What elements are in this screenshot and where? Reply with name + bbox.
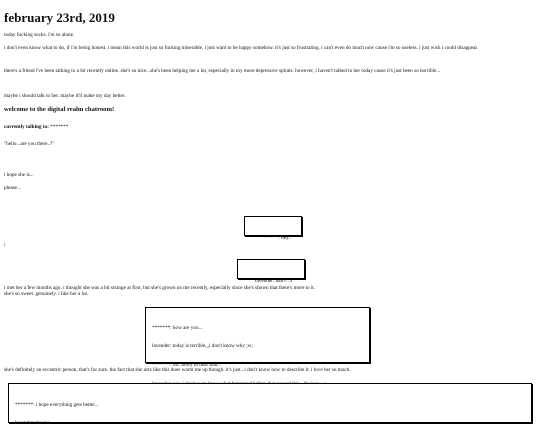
paragraph: "hello...are you there..?" — [4, 141, 55, 147]
chat-message: *******: hey.. — [260, 235, 291, 241]
chat-log-box — [145, 307, 370, 369]
talking-label: currently talking to: — [4, 124, 49, 130]
talking-name: ******* — [50, 124, 69, 130]
paragraph: she's so sweet. genuinely. i like her a lot. — [4, 291, 89, 297]
paragraph: maybe i should talk to her. maybe it'll make my day better. — [4, 93, 126, 99]
chat-message-box — [237, 259, 305, 284]
chat-heading: welcome to the digital realm chatroom! — [4, 106, 115, 113]
paragraph: i hope she is... — [4, 172, 34, 178]
chat-line: *******: i hope everything gets better... — [15, 401, 99, 408]
chat-line: lavender: today is terrible,,,i don't know why ;w; — [152, 343, 253, 350]
paragraph: she's definitely an eccentric person, that's for sure. the fact that she acts like this does warm me up though. it's just...i don't know how to describe it. i love her so much. — [4, 367, 351, 373]
chat-message: lavender: haii!! :3 — [255, 278, 293, 284]
paragraph: i don't even know what to do, if i'm being honest. i mean this world is just so fucking miserable. i just want to be happy somehow. it's just so frustrating. i can't even do much now cause i'm so useless. i just wish i could disappear. — [4, 45, 479, 51]
paragraph: ! — [4, 243, 6, 249]
paragraph: i met her a few months ago. i thought she was a bit strange at first, but she's grown on me recently, especially since she's shown that there's more to it. — [4, 285, 316, 291]
chat-line: *******: how are you... — [152, 324, 203, 331]
chat-line: lavender: me too.. — [15, 420, 53, 427]
currently-talking-line — [4, 124, 532, 130]
chat-message-box — [244, 216, 302, 241]
chat-line: *******: oh...sorry to hear that... — [152, 362, 222, 369]
paragraph: please... — [4, 185, 21, 191]
entry-title: february 23rd, 2019 — [4, 10, 115, 25]
paragraph: today fucking sucks. i'm so alone. — [4, 32, 75, 38]
paragraph: there's a friend i've been talking to a lot recently online. she's so nice...she's been helping me a lot, especially in my more depressive spirals. however, i haven't talked to her today cause it's just been so horrible... — [4, 68, 441, 74]
chat-log-box — [8, 383, 532, 427]
